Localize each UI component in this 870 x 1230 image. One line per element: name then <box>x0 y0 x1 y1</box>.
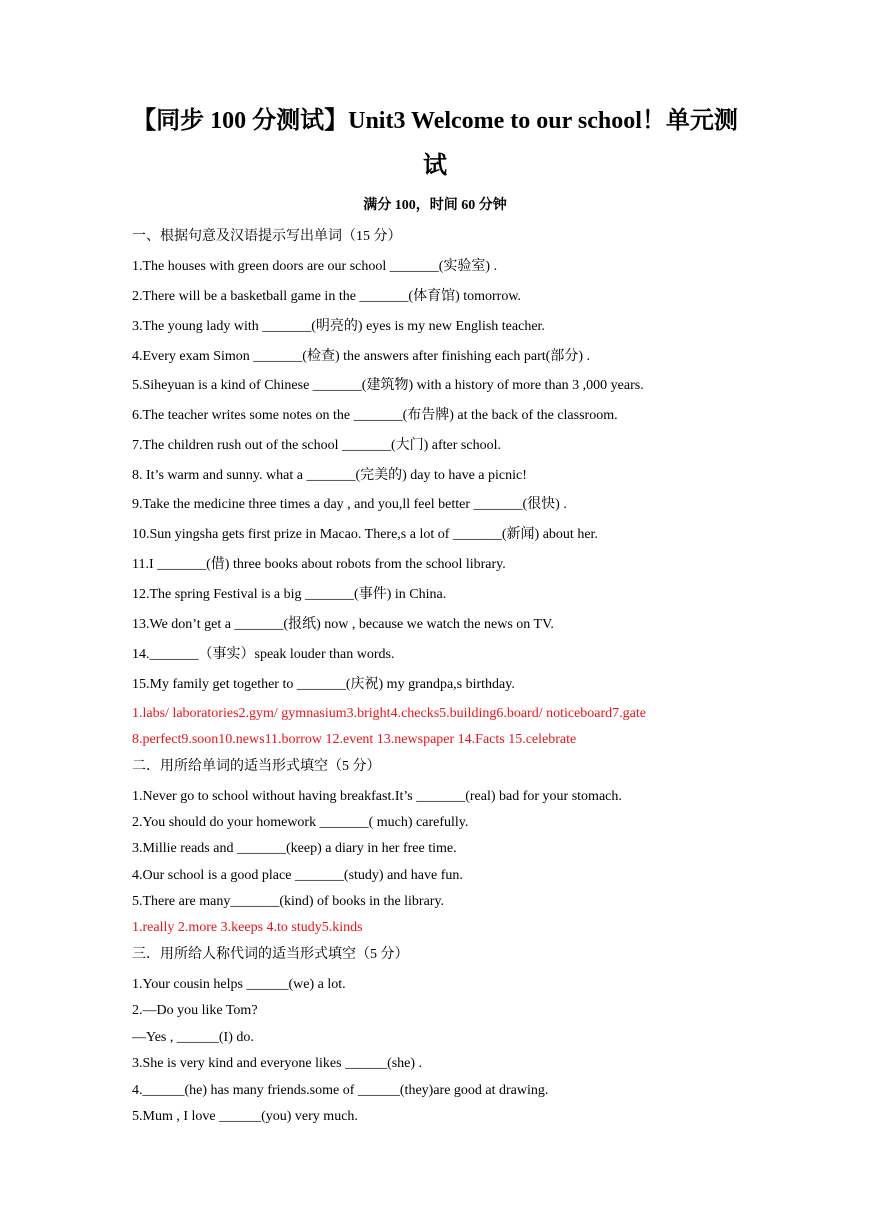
section-2-question: 5.There are many_______(kind) of books in the library. <box>132 894 445 909</box>
section-1-question: 14._______（事实）speak louder than words. <box>132 647 395 662</box>
section-2-answer-key: 1.really 2.more 3.keeps 4.to study5.kinds <box>132 920 363 935</box>
section-3-question: 2.—Do you like Tom? <box>132 1003 258 1018</box>
section-1-question: 11.I _______(借) three books about robots from the school library. <box>132 557 506 572</box>
section-1-question: 7.The children rush out of the school _______(大门) after school. <box>132 438 501 453</box>
document-title-line-1: 【同步 100 分测试】Unit3 Welcome to our school！单元测 <box>132 108 738 134</box>
section-3-question: 4.______(he) has many friends.some of ______(they)are good at drawing. <box>132 1083 549 1098</box>
section-3-question: —Yes , ______(I) do. <box>132 1030 254 1045</box>
document-subtitle: 满分 100，时间 60 分钟 <box>363 198 507 213</box>
section-2-question: 4.Our school is a good place _______(study) and have fun. <box>132 868 463 883</box>
section-1-heading: 一、根据句意及汉语提示写出单词（15 分） <box>132 229 402 244</box>
section-1-question: 13.We don’t get a _______(报纸) now , because we watch the news on TV. <box>132 617 554 632</box>
section-1-question: 2.There will be a basketball game in the _______(体育馆) tomorrow. <box>132 289 522 304</box>
section-2-question: 1.Never go to school without having breakfast.It’s _______(real) bad for your stomach. <box>132 789 622 804</box>
section-1-question: 6.The teacher writes some notes on the _______(布告牌) at the back of the classroom. <box>132 408 618 423</box>
section-1-question: 4.Every exam Simon _______(检查) the answers after finishing each part(部分) . <box>132 349 590 364</box>
section-1-question: 5.Siheyuan is a kind of Chinese _______(建筑物) with a history of more than 3 ,000 years. <box>132 378 644 393</box>
section-1-question: 1.The houses with green doors are our school _______(实验室) . <box>132 259 498 274</box>
section-1-question: 8. It’s warm and sunny. what a _______(完美的) day to have a picnic! <box>132 468 527 483</box>
section-1-question: 9.Take the medicine three times a day , and you,ll feel better _______(很快) . <box>132 497 567 512</box>
section-1-question: 15.My family get together to _______(庆祝) my grandpa,s birthday. <box>132 677 515 692</box>
section-3-question: 5.Mum , I love ______(you) very much. <box>132 1109 358 1124</box>
section-2-heading: 二．用所给单词的适当形式填空（5 分） <box>132 759 381 774</box>
section-1-answer-key: 8.perfect9.soon10.news11.borrow 12.event 13.newspaper 14.Facts 15.celebrate <box>132 732 577 747</box>
document-title-line-2: 试 <box>423 153 447 179</box>
section-3-heading: 三．用所给人称代词的适当形式填空（5 分） <box>132 947 409 962</box>
section-2-question: 3.Millie reads and _______(keep) a diary in her free time. <box>132 841 457 856</box>
section-3-question: 1.Your cousin helps ______(we) a lot. <box>132 977 346 992</box>
section-3-question: 3.She is very kind and everyone likes ______(she) . <box>132 1056 423 1071</box>
section-1-answer-key: 1.labs/ laboratories2.gym/ gymnasium3.bright4.checks5.building6.board/ noticeboard7.gate <box>132 706 647 721</box>
section-1-question: 3.The young lady with _______(明亮的) eyes is my new English teacher. <box>132 319 545 334</box>
section-1-question: 12.The spring Festival is a big _______(事件) in China. <box>132 587 447 602</box>
section-1-question: 10.Sun yingsha gets first prize in Macao. There,s a lot of _______(新闻) about her. <box>132 527 598 542</box>
section-2-question: 2.You should do your homework _______( much) carefully. <box>132 815 469 830</box>
